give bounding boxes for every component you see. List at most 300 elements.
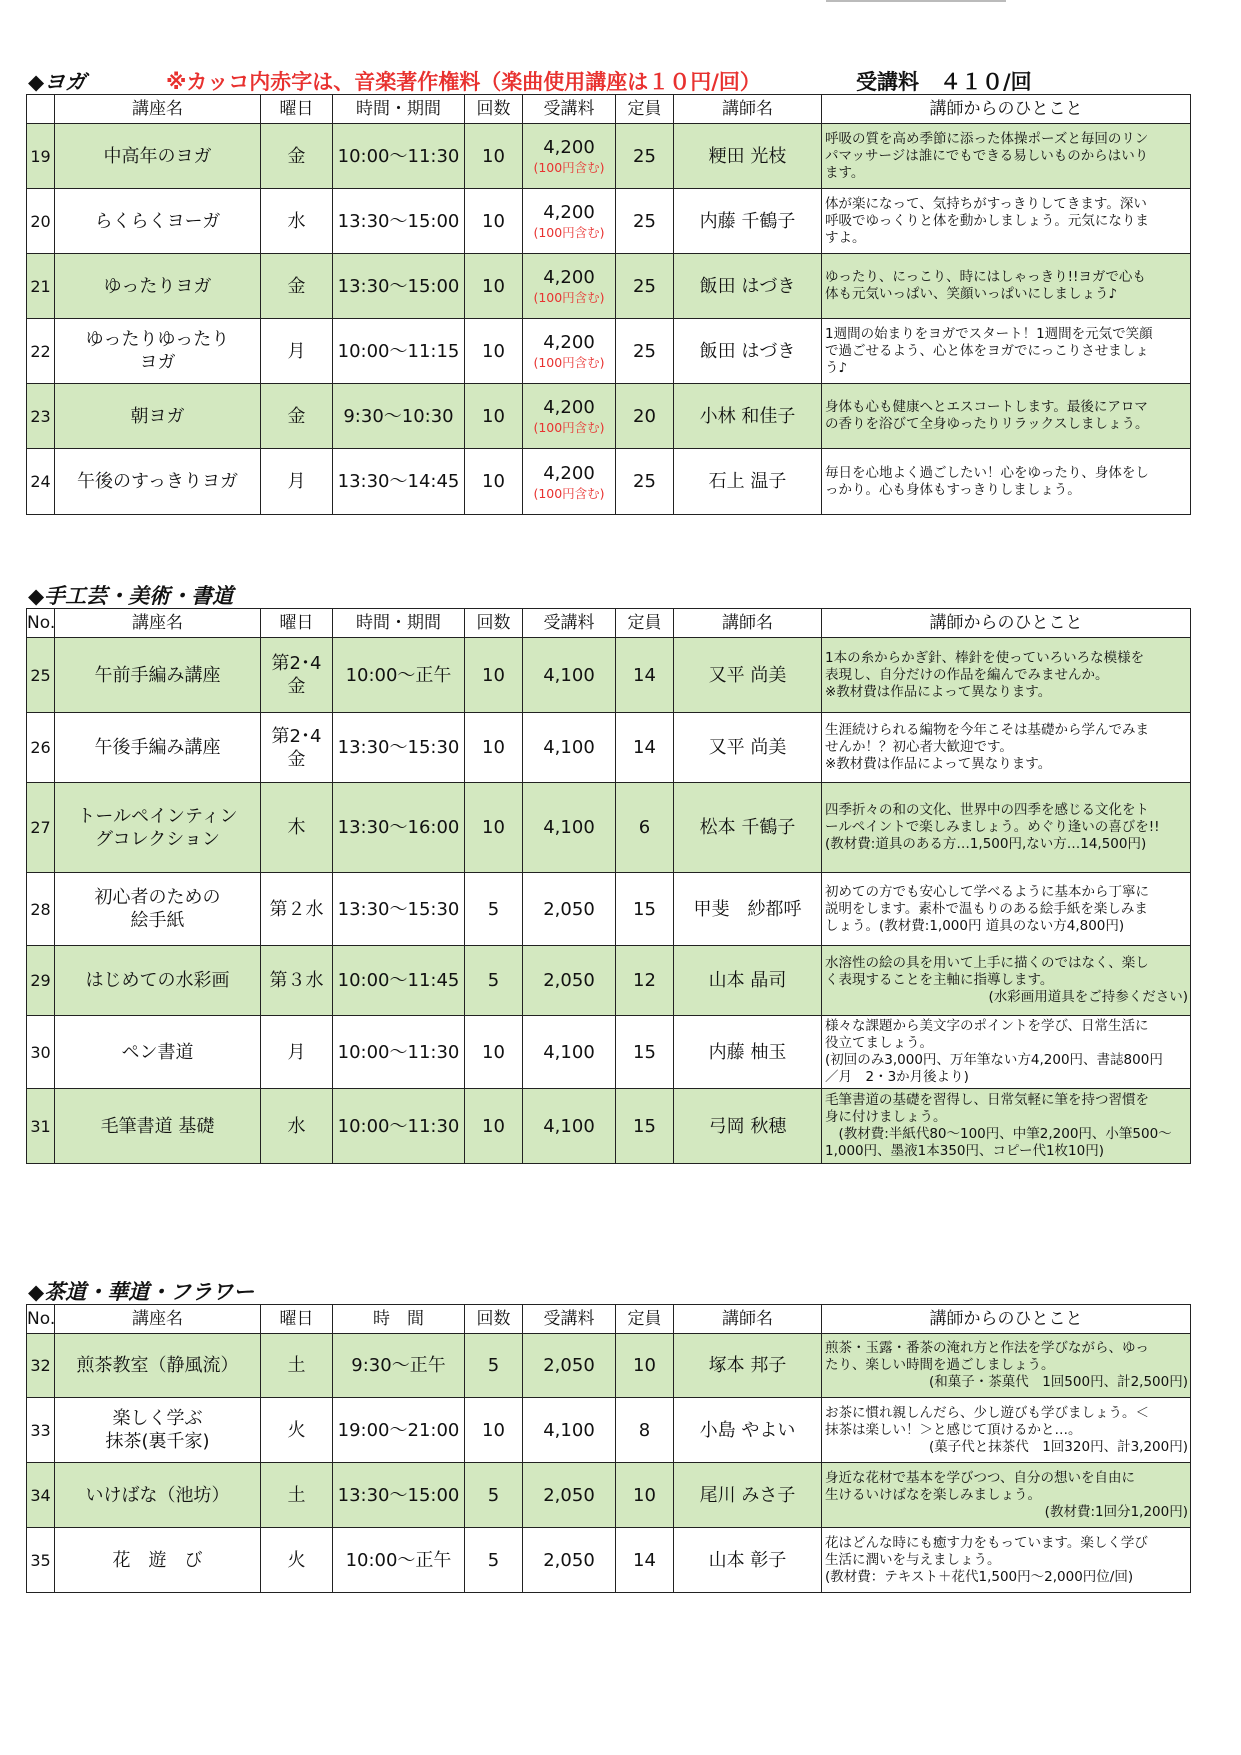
teacher-message [822, 449, 1191, 515]
section-title: ◆ヨガ [28, 70, 87, 94]
course-name [55, 124, 261, 189]
course-count: 10 [465, 319, 523, 384]
col-fee: 受講料 [523, 95, 616, 124]
course-fee [523, 384, 616, 449]
course-day [261, 1016, 333, 1089]
message-line: ます。 [825, 164, 865, 181]
course-capacity: 14 [616, 638, 674, 713]
table-row [27, 1089, 1191, 1164]
message-line: パマッサージは誰にでもできる易しいものからはいり [825, 147, 1149, 164]
course-teacher: 塚本 邦子 [674, 1334, 822, 1398]
col-time: 時 間 [333, 1305, 465, 1334]
course-day-line: 月 [287, 1041, 306, 1063]
course-time: 10:00～11:45 [333, 946, 465, 1016]
course-count: 10 [465, 124, 523, 189]
course-capacity: 12 [616, 946, 674, 1016]
table-row [27, 1334, 1191, 1398]
teacher-message [822, 946, 1191, 1016]
course-day-line: 金 [287, 748, 306, 770]
col-time: 時間・期間 [333, 609, 465, 638]
course-capacity: 20 [616, 384, 674, 449]
teacher-message [822, 1089, 1191, 1164]
course-name-line: 朝ヨガ [130, 405, 185, 427]
message-line: ※教材費は作品によって異なります。 [825, 756, 1052, 772]
message-line: (教材費:道具のある方…1,500円,ない方…14,500円) [825, 836, 1147, 852]
course-fee [523, 449, 616, 515]
course-time: 13:30～15:30 [333, 713, 465, 783]
course-teacher: 石上 温子 [674, 449, 822, 515]
course-day [261, 254, 333, 319]
col-no: No. [27, 609, 55, 638]
course-number: 32 [27, 1334, 55, 1398]
course-count: 10 [465, 189, 523, 254]
fee-amount: 4,100 [543, 737, 595, 758]
section-header [26, 1274, 1190, 1304]
course-number: 29 [27, 946, 55, 1016]
table-row [27, 1016, 1191, 1089]
course-name-line: ヨガ [139, 352, 176, 373]
course-day-line: 水 [287, 1115, 306, 1137]
teacher-message [822, 1334, 1191, 1398]
message-line: お茶に慣れ親しんだら、少し遊びも学びましょう。＜ [825, 1404, 1149, 1421]
course-time: 9:30～正午 [333, 1334, 465, 1398]
course-name [55, 1398, 261, 1463]
course-name-line: いけばな（池坊） [85, 1484, 230, 1506]
course-count: 10 [465, 1089, 523, 1164]
col-day: 曜日 [261, 95, 333, 124]
course-name-line: ゆったりゆったり [85, 329, 230, 350]
course-time: 13:30～15:00 [333, 1463, 465, 1528]
course-number: 21 [27, 254, 55, 319]
col-name: 講座名 [55, 609, 261, 638]
course-count: 10 [465, 1016, 523, 1089]
teacher-message [822, 873, 1191, 946]
message-line: ゆったり、にっこり、時にはしゃっきり!!ヨガで心も [825, 269, 1146, 285]
tea-table [26, 1304, 1191, 1593]
course-count: 5 [465, 1528, 523, 1593]
course-fee [523, 783, 616, 873]
message-line: 生けるいけばなを楽しみましょう。 [825, 1486, 1041, 1503]
teacher-message [822, 124, 1191, 189]
course-time: 10:00～11:15 [333, 319, 465, 384]
course-teacher: 又平 尚美 [674, 638, 822, 713]
col-no [27, 95, 55, 124]
course-time: 10:00～11:30 [333, 124, 465, 189]
course-teacher: 甲斐 紗都呼 [674, 873, 822, 946]
table-row [27, 384, 1191, 449]
message-line: ／月 2・3か月後より) [825, 1069, 969, 1085]
course-count: 5 [465, 1463, 523, 1528]
course-day-line: 第2･4 [271, 653, 322, 674]
course-time: 13:30～14:45 [333, 449, 465, 515]
col-no: No. [27, 1305, 55, 1334]
course-capacity: 25 [616, 254, 674, 319]
teacher-message [822, 1463, 1191, 1528]
course-fee [523, 189, 616, 254]
music-copyright-fee: (100円含む) [533, 160, 605, 175]
col-message: 講師からのひとこと [822, 609, 1191, 638]
fee-amount: 4,100 [543, 1041, 595, 1063]
course-day-line: 土 [287, 1484, 306, 1506]
col-count: 回数 [465, 609, 523, 638]
table-row [27, 873, 1191, 946]
music-copyright-fee: (100円含む) [533, 420, 605, 435]
table-row [27, 319, 1191, 384]
fee-amount: 4,200 [543, 332, 595, 353]
message-line: 生涯続けられる編物を今年こそは基礎から学んでみま [825, 722, 1149, 738]
course-number: 24 [27, 449, 55, 515]
fee-amount: 4,200 [543, 267, 595, 288]
course-name [55, 319, 261, 384]
table-row [27, 449, 1191, 515]
col-name: 講座名 [55, 1305, 261, 1334]
teacher-message [822, 1016, 1191, 1089]
col-capacity: 定員 [616, 95, 674, 124]
course-time: 19:00～21:00 [333, 1398, 465, 1463]
fee-amount: 2,050 [543, 1355, 595, 1376]
table-row [27, 1398, 1191, 1463]
course-day-line: 第３水 [269, 970, 324, 991]
course-name-line: 抹茶(裏千家) [105, 1431, 210, 1452]
section-yoga [26, 64, 1190, 515]
fee-per-session: 受講料 ４１０/回 [856, 70, 1032, 94]
music-copyright-fee: (100円含む) [533, 355, 605, 370]
course-day [261, 1463, 333, 1528]
course-name-line: 楽しく学ぶ [112, 1408, 203, 1429]
course-day [261, 783, 333, 873]
course-time: 13:30～15:00 [333, 254, 465, 319]
course-day [261, 384, 333, 449]
message-line: 表現し、自分だけの作品を編んでみませんか。 [825, 666, 1109, 683]
fee-amount: 4,200 [543, 137, 595, 158]
message-line: 役立てましょう。 [825, 1035, 933, 1051]
course-capacity: 25 [616, 319, 674, 384]
fee-amount: 2,050 [543, 970, 595, 991]
fee-amount: 4,100 [543, 817, 595, 838]
table-header-row [27, 1305, 1191, 1334]
course-day [261, 189, 333, 254]
col-fee: 受講料 [523, 609, 616, 638]
course-name-line: 午後手編み講座 [94, 737, 221, 758]
fee-amount: 4,200 [543, 462, 595, 484]
course-day-line: 金 [287, 676, 306, 697]
table-row [27, 1463, 1191, 1528]
teacher-message [822, 189, 1191, 254]
message-line: ールペイントで楽しみましょう。めぐり逢いの喜びを!! [825, 819, 1160, 835]
course-day-line: 第２水 [269, 898, 324, 920]
message-line: 呼吸の質を高め季節に添った体操ポーズと毎回のリン [825, 130, 1149, 147]
message-line: 身に付けましょう。 [825, 1109, 947, 1125]
course-count: 10 [465, 638, 523, 713]
message-line: 1週間の始まりをヨガでスタート！1週間を元気で笑顔 [825, 325, 1153, 342]
message-line: っかり。心も身体もすっきりしましょう。 [825, 481, 1081, 498]
message-line: 1本の糸からかぎ針、棒針を使っていろいろな模様を [825, 649, 1145, 666]
course-name [55, 1334, 261, 1398]
message-line: く表現することを主軸に指導します。 [825, 972, 1054, 988]
course-fee [523, 1334, 616, 1398]
course-time: 10:00～正午 [333, 1528, 465, 1593]
course-time: 13:30～15:00 [333, 189, 465, 254]
course-fee [523, 873, 616, 946]
course-day-line: 水 [287, 210, 306, 232]
message-line: 毛筆書道の基礎を習得し、日常気軽に筆を持つ習慣を [825, 1092, 1149, 1108]
course-day-line: 金 [287, 145, 306, 167]
course-capacity: 15 [616, 1089, 674, 1164]
course-teacher: 山本 彰子 [674, 1528, 822, 1593]
course-name-line: 午前手編み講座 [94, 664, 221, 686]
col-fee: 受講料 [523, 1305, 616, 1334]
course-capacity: 15 [616, 873, 674, 946]
teacher-message [822, 254, 1191, 319]
course-name [55, 638, 261, 713]
course-teacher: 粳田 光枝 [674, 124, 822, 189]
course-number: 19 [27, 124, 55, 189]
message-line: 初めての方でも安心して学べるように基本から丁寧に [825, 883, 1149, 900]
course-count: 5 [465, 946, 523, 1016]
message-line: (教材費：テキスト＋花代1,500円～2,000円位/回) [825, 1568, 1134, 1585]
message-line: 体も元気いっぱい、笑顔いっぱいにしましょう♪ [825, 286, 1118, 302]
col-teacher: 講師名 [674, 95, 822, 124]
message-line: う♪ [825, 359, 848, 376]
course-name [55, 946, 261, 1016]
course-teacher: 尾川 みさ子 [674, 1463, 822, 1528]
course-capacity: 6 [616, 783, 674, 873]
table-row [27, 1528, 1191, 1593]
course-name-line: 初心者のための [94, 887, 221, 908]
course-fee [523, 1016, 616, 1089]
course-name [55, 189, 261, 254]
course-number: 25 [27, 638, 55, 713]
course-name-line: 午後のすっきりヨガ [77, 471, 238, 492]
course-time: 10:00～11:30 [333, 1089, 465, 1164]
course-day [261, 124, 333, 189]
course-name-line: ペン書道 [121, 1041, 194, 1063]
course-number: 27 [27, 783, 55, 873]
course-day [261, 1528, 333, 1593]
course-capacity: 15 [616, 1016, 674, 1089]
fee-amount: 4,100 [543, 1419, 595, 1441]
course-name [55, 713, 261, 783]
course-fee [523, 124, 616, 189]
copyright-note: ※カッコ内赤字は、音楽著作権料（楽曲使用講座は１０円/回） [166, 70, 761, 94]
course-capacity: 10 [616, 1463, 674, 1528]
fee-amount: 4,200 [543, 397, 595, 418]
course-count: 10 [465, 713, 523, 783]
message-line: で過ごせるよう、心と体をヨガでにっこりさせましょ [825, 342, 1149, 359]
message-line: 四季折々の和の文化、世界中の四季を感じる文化をト [825, 802, 1149, 818]
course-teacher: 弓岡 秋穂 [674, 1089, 822, 1164]
fee-amount: 2,050 [543, 898, 595, 920]
course-number: 31 [27, 1089, 55, 1164]
course-capacity: 10 [616, 1334, 674, 1398]
teacher-message [822, 319, 1191, 384]
teacher-message [822, 1398, 1191, 1463]
course-fee [523, 254, 616, 319]
course-teacher: 松本 千鶴子 [674, 783, 822, 873]
table-row [27, 946, 1191, 1016]
table-row [27, 638, 1191, 713]
course-teacher: 飯田 はづき [674, 319, 822, 384]
message-line: 毎日を心地よく過ごしたい！心をゆったり、身体をし [825, 464, 1149, 481]
course-day [261, 1089, 333, 1164]
course-day [261, 1334, 333, 1398]
table-row [27, 189, 1191, 254]
message-line: 体が楽になって、気持ちがすっきりしてきます。深い [825, 195, 1147, 212]
course-teacher: 山本 晶司 [674, 946, 822, 1016]
course-name-line: 絵手紙 [130, 910, 185, 931]
table-row [27, 254, 1191, 319]
col-teacher: 講師名 [674, 1305, 822, 1334]
course-name-line: 花 遊 び [112, 1549, 203, 1571]
course-day-line: 第2･4 [271, 725, 322, 747]
course-capacity: 25 [616, 449, 674, 515]
course-count: 10 [465, 1398, 523, 1463]
course-name [55, 254, 261, 319]
course-name-line: 中高年のヨガ [103, 145, 212, 167]
music-copyright-fee: (100円含む) [533, 485, 605, 501]
course-teacher: 又平 尚美 [674, 713, 822, 783]
section-header [26, 578, 1190, 608]
course-name [55, 1528, 261, 1593]
music-copyright-fee: (100円含む) [533, 290, 605, 305]
fee-amount: 4,200 [543, 202, 595, 223]
message-line: 身体も心も健康へとエスコートします。最後にアロマ [825, 399, 1148, 415]
col-name: 講座名 [55, 95, 261, 124]
message-line: (教材費:半紙代80～100円、中筆2,200円、小筆500～ [825, 1126, 1172, 1142]
course-count: 5 [465, 873, 523, 946]
course-name [55, 449, 261, 515]
course-capacity: 14 [616, 1528, 674, 1593]
course-number: 22 [27, 319, 55, 384]
message-material-note: (和菓子・茶菓代 1回500円、計2,500円) [928, 1374, 1188, 1390]
course-capacity: 25 [616, 124, 674, 189]
course-number: 20 [27, 189, 55, 254]
course-fee [523, 713, 616, 783]
col-day: 曜日 [261, 1305, 333, 1334]
course-day [261, 713, 333, 783]
course-day-line: 火 [287, 1419, 306, 1441]
course-name [55, 1089, 261, 1164]
section-title: ◆茶道・華道・フラワー [28, 1280, 255, 1304]
teacher-message [822, 783, 1191, 873]
course-day-line: 火 [287, 1549, 306, 1571]
course-number: 33 [27, 1398, 55, 1463]
message-line: ※教材費は作品によって異なります。 [825, 683, 1052, 700]
col-message: 講師からのひとこと [822, 1305, 1191, 1334]
message-line: せんか！？初心者大歓迎です。 [825, 739, 1013, 755]
fee-amount: 2,050 [543, 1549, 595, 1571]
course-teacher: 飯田 はづき [674, 254, 822, 319]
course-name-line: グコレクション [95, 828, 220, 850]
message-line: 説明をします。素朴で温もりのある絵手紙を楽しみま [825, 900, 1148, 917]
course-name [55, 783, 261, 873]
message-line: 身近な花材で基本を学びつつ、自分の想いを自由に [825, 1469, 1135, 1486]
course-time: 10:00～正午 [333, 638, 465, 713]
col-day: 曜日 [261, 609, 333, 638]
col-teacher: 講師名 [674, 609, 822, 638]
col-count: 回数 [465, 95, 523, 124]
message-line: 抹茶は楽しい！＞と感じて頂けるかと…。 [825, 1421, 1082, 1438]
message-line: たり、楽しい時間を過ごしましょう。 [825, 1357, 1055, 1373]
section-tea [26, 1274, 1190, 1593]
course-day [261, 449, 333, 515]
table-header-row [27, 609, 1191, 638]
table-row [27, 713, 1191, 783]
message-line: 1,000円、墨液1本350円、コピー代1枚10円) [825, 1143, 1104, 1159]
section-crafts [26, 578, 1190, 1164]
music-copyright-fee: (100円含む) [533, 225, 605, 240]
course-fee [523, 1528, 616, 1593]
course-day [261, 946, 333, 1016]
message-line: 呼吸でゆっくりと体を動かしましょう。元気になりま [825, 212, 1149, 229]
course-capacity: 14 [616, 713, 674, 783]
message-line: しょう。(教材費:1,000円 道具のない方4,800円) [825, 917, 1125, 934]
yoga-table [26, 94, 1191, 515]
course-day-line: 土 [287, 1355, 306, 1376]
course-day [261, 1398, 333, 1463]
course-name [55, 1463, 261, 1528]
col-capacity: 定員 [616, 609, 674, 638]
course-teacher: 内藤 柚玉 [674, 1016, 822, 1089]
message-line: 水溶性の絵の具を用いて上手に描くのではなく、楽し [825, 955, 1149, 971]
message-line: 花はどんな時にも癒す力をもっています。楽しく学び [825, 1534, 1148, 1551]
table-header-row [27, 95, 1191, 124]
course-name-line: 毛筆書道 基礎 [100, 1115, 215, 1137]
course-number: 30 [27, 1016, 55, 1089]
message-line: 様々な課題から美文字のポイントを学び、日常生活に [825, 1018, 1149, 1034]
course-name [55, 873, 261, 946]
col-message: 講師からのひとこと [822, 95, 1191, 124]
course-count: 10 [465, 783, 523, 873]
course-capacity: 25 [616, 189, 674, 254]
course-count: 5 [465, 1334, 523, 1398]
section-title: ◆手工芸・美術・書道 [28, 584, 234, 608]
course-day [261, 638, 333, 713]
message-material-note: (水彩画用道具をご持参ください) [988, 989, 1188, 1005]
table-row [27, 124, 1191, 189]
message-line: 煎茶・玉露・番茶の淹れ方と作法を学びながら、ゆっ [825, 1340, 1149, 1356]
course-fee [523, 638, 616, 713]
course-time: 13:30～15:30 [333, 873, 465, 946]
course-name-line: ゆったりヨガ [103, 275, 212, 297]
course-fee [523, 1463, 616, 1528]
course-number: 34 [27, 1463, 55, 1528]
course-time: 9:30～10:30 [333, 384, 465, 449]
course-time: 10:00～11:30 [333, 1016, 465, 1089]
course-day-line: 金 [287, 405, 306, 427]
course-time: 13:30～16:00 [333, 783, 465, 873]
course-fee [523, 1398, 616, 1463]
course-day-line: 月 [287, 340, 306, 362]
message-material-note: (教材費:1回分1,200円) [1044, 1503, 1188, 1520]
teacher-message [822, 1528, 1191, 1593]
course-count: 10 [465, 384, 523, 449]
course-name-line: らくらくヨーガ [94, 210, 221, 232]
course-teacher: 小島 やよい [674, 1398, 822, 1463]
course-day-line: 木 [287, 817, 306, 838]
course-day [261, 319, 333, 384]
course-name-line: トールペインティン [77, 805, 238, 827]
message-material-note: (菓子代と抹茶代 1回320円、計3,200円) [928, 1438, 1188, 1455]
section-header [26, 64, 1190, 94]
course-day [261, 873, 333, 946]
teacher-message [822, 638, 1191, 713]
course-fee [523, 319, 616, 384]
course-name [55, 384, 261, 449]
course-day-line: 月 [287, 471, 306, 492]
col-time: 時間・期間 [333, 95, 465, 124]
course-number: 26 [27, 713, 55, 783]
